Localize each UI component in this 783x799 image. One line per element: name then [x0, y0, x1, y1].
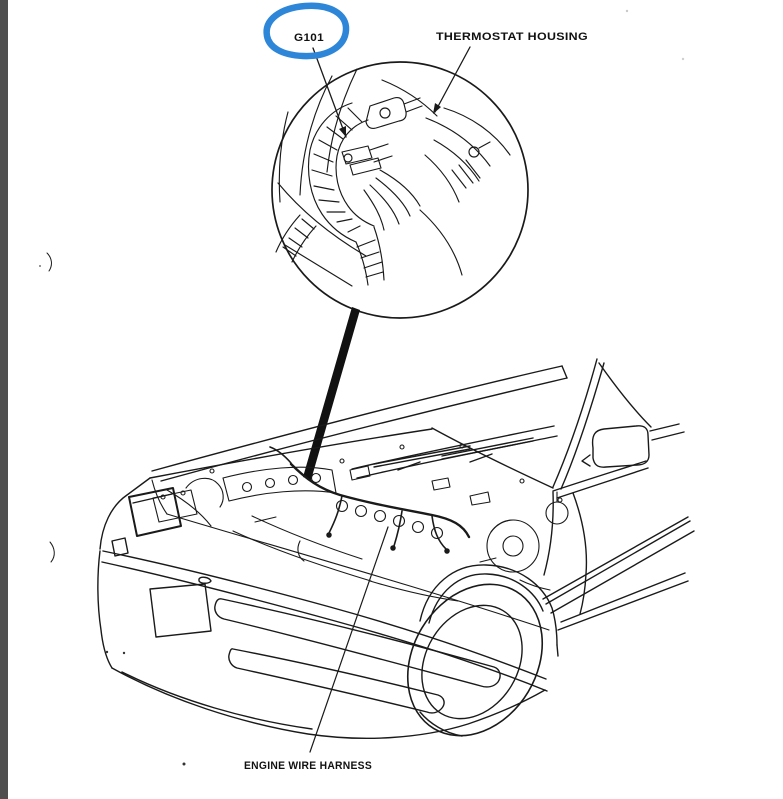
engine-wire-harness-label: ENGINE WIRE HARNESS — [244, 760, 372, 772]
thermostat-housing-label: THERMOSTAT HOUSING — [436, 31, 588, 43]
window-edge-bar — [0, 0, 8, 799]
ground-id-label: G101 — [294, 32, 324, 44]
